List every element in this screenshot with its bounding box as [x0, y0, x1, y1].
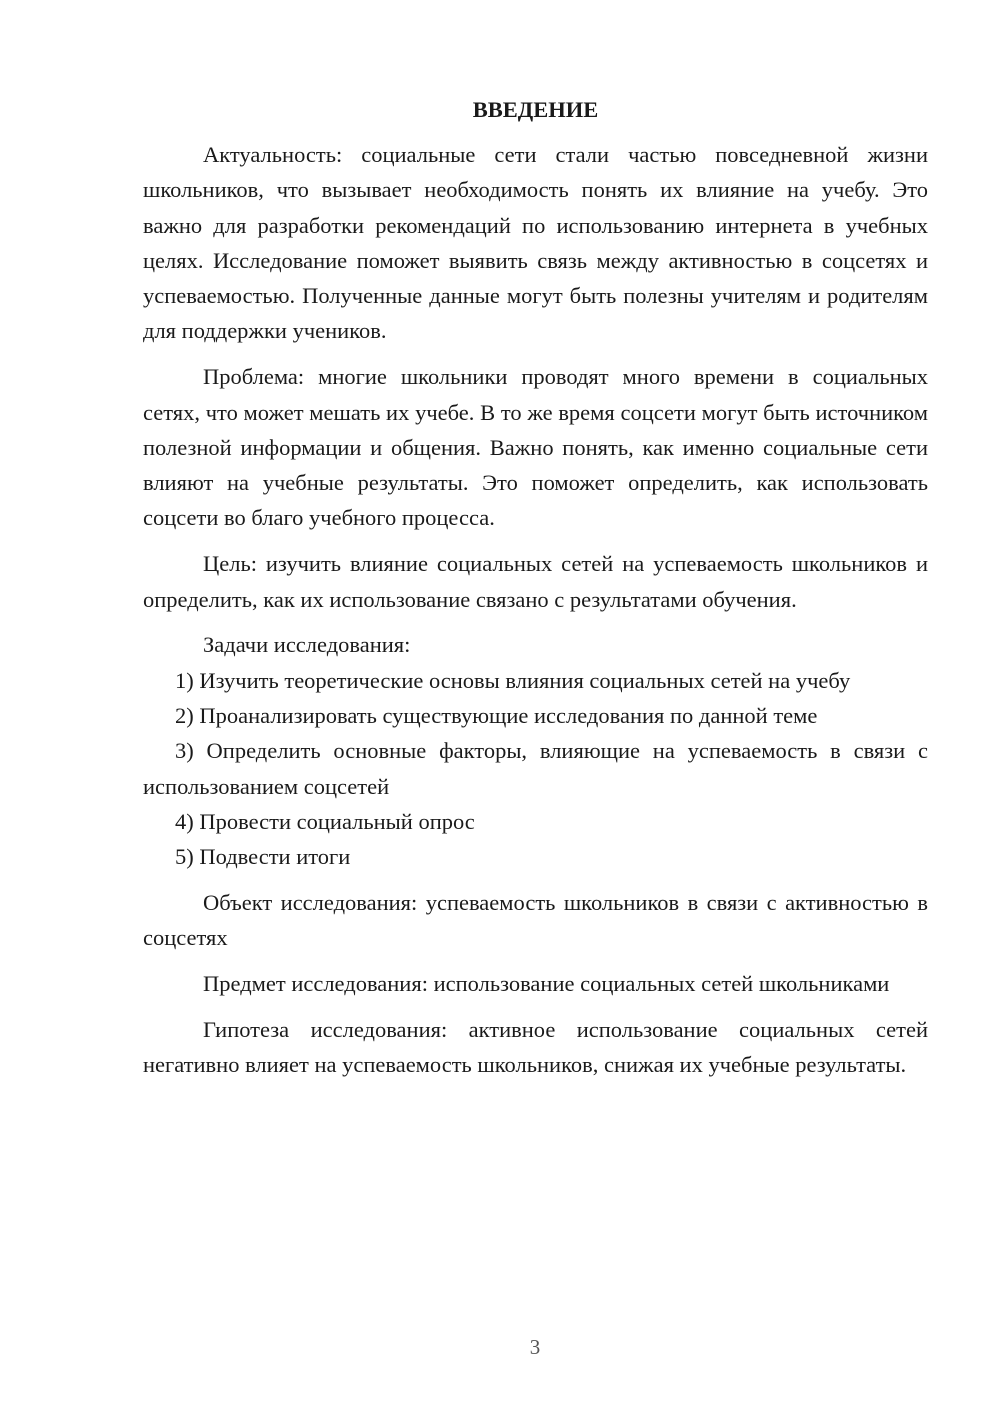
page-number: 3	[529, 1335, 541, 1359]
paragraph-tasks-heading: Задачи исследования:	[203, 632, 411, 658]
paragraph-problem: Проблема: многие школьники проводят много времени в социальных сетях, что может мешать их учебе. В то же время соцсети могут быть источником полезной информации и общения. Важно понять, как именно социальные сети влияют на учебные результаты. Это поможет определить, как использовать соцсети во благо учебного процесса.	[143, 364, 928, 531]
paragraph-goal: Цель: изучить влияние социальных сетей на успеваемость школьников и определить, как их использование связано с результатами обучения.	[143, 551, 928, 612]
page-title: ВВЕДЕНИЕ	[472, 97, 599, 122]
list-item: 3) Определить основные факторы, влияющие на успеваемость в связи с использованием соцсетей	[143, 738, 928, 799]
list-item: 4) Провести социальный опрос	[175, 808, 475, 834]
list-item: 5) Подвести итоги	[175, 844, 351, 870]
paragraph-relevance: Актуальность: социальные сети стали частью повседневной жизни школьников, что вызывает необходимость понять их влияние на учебу. Это важно для разработки рекомендаций по использованию интернета в учебных целях. Исследование поможет выявить связь между активностью в соцсетях и успеваемостью. Полученные данные могут быть полезны учителям и родителям для поддержки учеников.	[143, 142, 928, 344]
paragraph-subject: Предмет исследования: использование социальных сетей школьниками	[203, 971, 890, 997]
paragraph-object: Объект исследования: успеваемость школьников в связи с активностью в соцсетях	[143, 889, 928, 951]
task-list	[143, 663, 928, 875]
paragraph-hypothesis: Гипотеза исследования: активное использование социальных сетей негативно влияет на успеваемость школьников, снижая их учебные результаты.	[143, 1016, 928, 1078]
list-item: 2) Проанализировать существующие исследования по данной теме	[175, 702, 818, 728]
list-item: 1) Изучить теоретические основы влияния социальных сетей на учебу	[175, 667, 851, 693]
page-content	[143, 92, 928, 1082]
